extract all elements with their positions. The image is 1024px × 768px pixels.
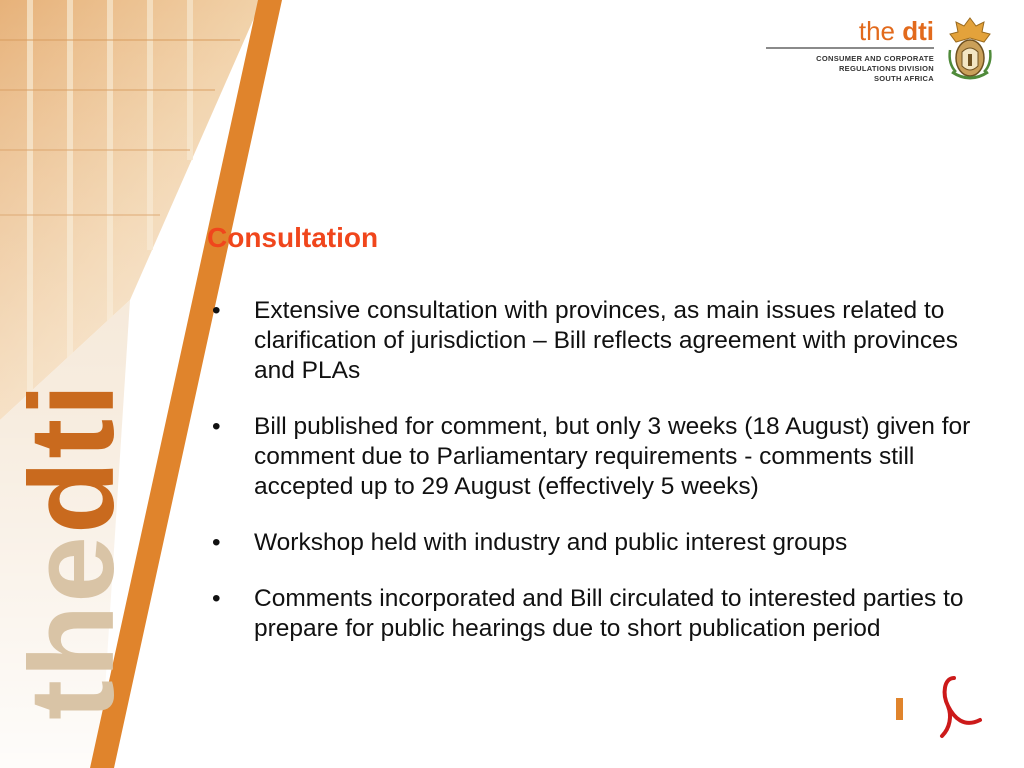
bullet-item-3: [212, 528, 982, 558]
bullet-list: [212, 296, 982, 670]
ribbon-path: [942, 678, 980, 736]
bullet-text-2: Bill published for comment, but only 3 weeks (18 August) given for comment due to Parliamentary requirements - comments still accepted up to 29 August (effectively 5 weeks): [254, 413, 971, 500]
logo-divider: [766, 47, 934, 49]
division-name: [816, 54, 934, 84]
logo-dti: dti: [902, 16, 934, 46]
bullet-item-4: [212, 584, 982, 644]
division-line-3: SOUTH AFRICA: [874, 74, 934, 83]
division-line-1: CONSUMER AND CORPORATE: [816, 54, 934, 63]
bullet-item-2: [212, 412, 982, 502]
bullet-text-3: Workshop held with industry and public interest groups: [254, 529, 848, 556]
bullet-dot-icon: •: [212, 413, 221, 440]
bullet-text-1: Extensive consultation with provinces, as main issues related to clarification of jurisdiction – Bill reflects agreement with provinces and PLAs: [254, 297, 958, 384]
bullet-text-4: Comments incorporated and Bill circulated to interested parties to prepare for public hearings due to short publication period: [254, 585, 964, 642]
bullet-item-1: [212, 296, 982, 386]
bullet-dot-icon: •: [212, 297, 221, 324]
vertical-brand-the: the: [5, 534, 139, 720]
vertical-brand-dti: dti: [5, 381, 139, 534]
logo-wordmark: [859, 16, 934, 47]
bullet-dot-icon: •: [212, 585, 221, 612]
bullet-dot-icon: •: [212, 529, 221, 556]
coat-of-arms-icon: [944, 14, 996, 84]
vertical-brand-logo: [5, 381, 139, 720]
slide-title: Consultation: [207, 222, 379, 253]
red-ribbon-icon: [888, 670, 998, 750]
header-logo: [766, 14, 996, 94]
orange-bar-mark: [896, 698, 903, 720]
logo-the: the: [858, 16, 895, 46]
division-line-2: REGULATIONS DIVISION: [838, 64, 934, 73]
